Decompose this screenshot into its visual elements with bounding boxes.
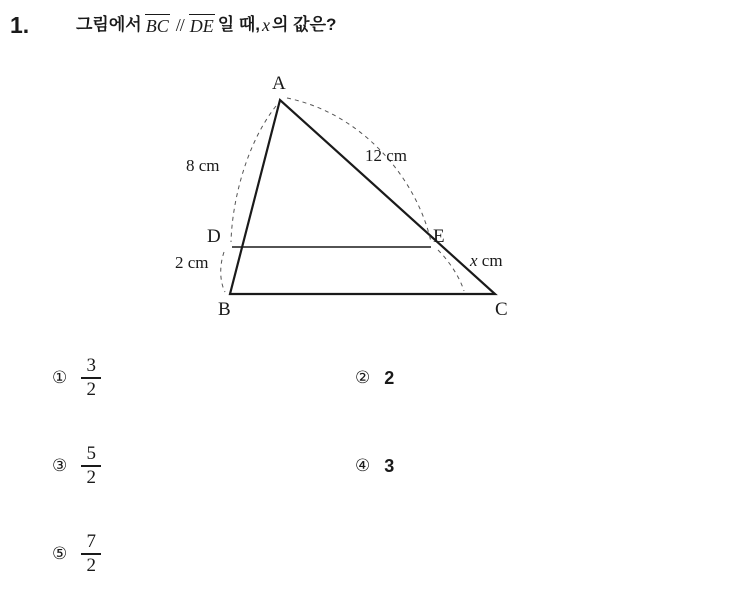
- vertex-label-a: A: [272, 73, 286, 94]
- triangle-abc: [230, 100, 495, 294]
- choice-3-marker: ③: [52, 455, 68, 476]
- question-number: 1.: [10, 12, 30, 38]
- question-text: [76, 10, 336, 40]
- question-text-part1: 그림에서: [76, 15, 142, 34]
- choice-5-fraction: [81, 532, 101, 576]
- choice-1-numerator: 3: [86, 355, 96, 377]
- vertex-label-d: D: [207, 226, 221, 247]
- measure-arc-db: [221, 252, 225, 292]
- choice-4[interactable]: [355, 440, 394, 492]
- question-header: [10, 10, 710, 54]
- length-label-ec: [470, 252, 503, 269]
- choice-4-marker: ④: [355, 455, 371, 476]
- question-text-part3: 의 값은?: [272, 15, 337, 34]
- geometry-figure: [150, 62, 580, 327]
- choice-5-marker: ⑤: [52, 543, 68, 564]
- question-text-part2: 일 때,: [217, 15, 261, 34]
- vertex-label-c: C: [495, 299, 508, 320]
- choice-5-denominator: 2: [86, 554, 96, 576]
- choice-3-denominator: 2: [86, 466, 96, 488]
- question-variable: x: [262, 15, 271, 35]
- choice-3[interactable]: [52, 440, 101, 492]
- answer-choices: [52, 352, 692, 582]
- choice-2[interactable]: [355, 352, 394, 404]
- segment-de-label: DE: [189, 16, 214, 36]
- choice-3-fraction: [81, 444, 101, 488]
- choice-1-fraction: [81, 356, 101, 400]
- choice-2-marker: ②: [355, 367, 371, 388]
- choice-3-numerator: 5: [86, 443, 96, 465]
- segment-bc-label: BC: [145, 16, 169, 36]
- parallel-symbol: //: [175, 15, 184, 35]
- choice-4-value: 3: [384, 455, 395, 476]
- choice-5[interactable]: [52, 528, 101, 580]
- figure-drawing: [150, 62, 580, 327]
- length-label-ad: 8 cm: [186, 156, 220, 175]
- measure-arc-ec: [438, 250, 464, 291]
- choice-1[interactable]: [52, 352, 101, 404]
- measure-arc-ad: [231, 106, 276, 242]
- choice-2-value: 2: [384, 367, 395, 388]
- choice-5-numerator: 7: [86, 531, 96, 553]
- length-label-ae: 12 cm: [365, 146, 408, 165]
- vertex-label-b: B: [218, 299, 231, 320]
- length-label-ec-unit: cm: [477, 251, 503, 270]
- choice-1-denominator: 2: [86, 378, 96, 400]
- choice-1-marker: ①: [52, 367, 68, 388]
- vertex-label-e: E: [433, 226, 445, 247]
- length-label-ec-variable: x: [470, 251, 478, 270]
- length-label-db: 2 cm: [175, 253, 209, 272]
